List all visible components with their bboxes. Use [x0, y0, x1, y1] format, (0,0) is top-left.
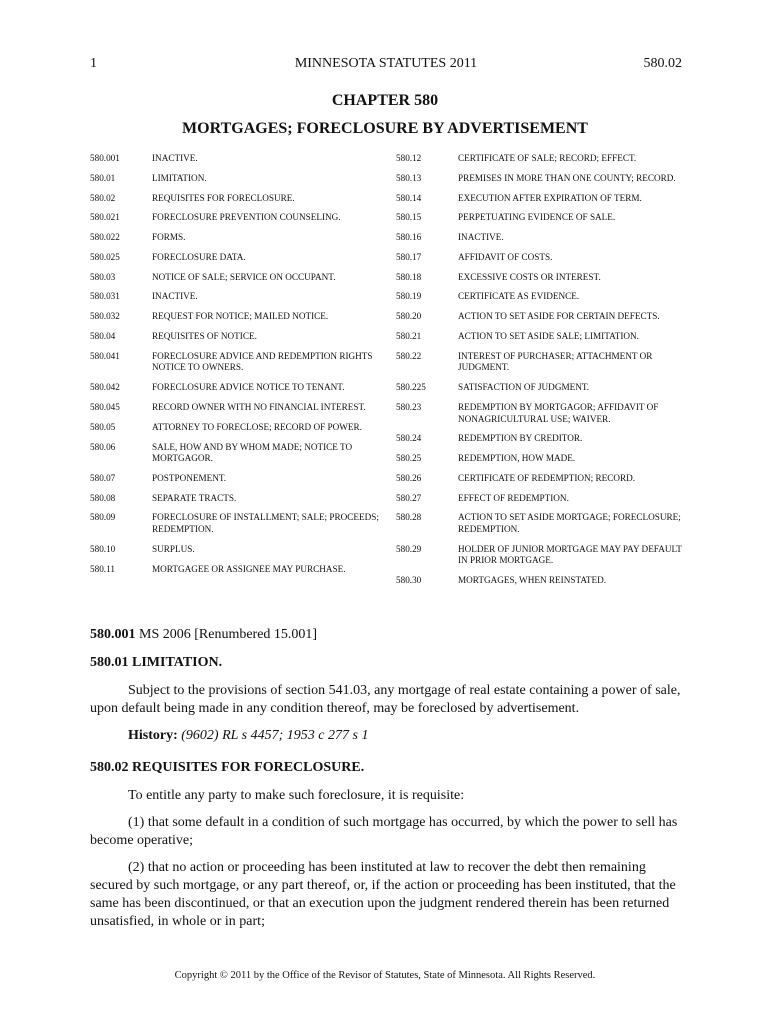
toc-entry — [396, 272, 686, 284]
toc-section-number: 580.17 — [396, 251, 422, 262]
history-label: History: — [128, 728, 178, 743]
toc-section-title: CERTIFICATE AS EVIDENCE. — [458, 291, 580, 302]
toc-section-title: FORECLOSURE PREVENTION COUNSELING. — [152, 212, 341, 223]
toc-section-title: LIMITATION. — [152, 172, 207, 183]
toc-entry — [90, 473, 382, 485]
toc-section-number: 580.022 — [90, 232, 120, 243]
toc-section-number: 580.06 — [90, 441, 116, 452]
toc-entry — [90, 493, 382, 505]
toc-section-title: FORECLOSURE OF INSTALLMENT; SALE; PROCEEDS; REDEMPTION. — [152, 512, 379, 535]
toc-section-title: ACTION TO SET ASIDE MORTGAGE; FORECLOSURE; REDEMPTION. — [458, 512, 681, 535]
toc-section-title: REDEMPTION, HOW MADE. — [458, 453, 576, 464]
toc-entry — [90, 402, 382, 414]
section-580-001 — [90, 626, 682, 644]
toc-section-number: 580.19 — [396, 291, 422, 302]
toc-entry — [396, 212, 686, 224]
toc-section-title: AFFIDAVIT OF COSTS. — [458, 251, 553, 262]
toc-entry — [396, 453, 686, 465]
toc-section-title: SATISFACTION OF JUDGMENT. — [458, 382, 590, 393]
toc-section-number: 580.05 — [90, 421, 116, 432]
toc-entry — [90, 422, 382, 434]
toc-entry — [90, 291, 382, 303]
toc-entry — [90, 232, 382, 244]
header-title: MINNESOTA STATUTES 2011 — [294, 56, 478, 71]
toc-section-title: SALE, HOW AND BY WHOM MADE; NOTICE TO MORTGAGOR. — [152, 441, 353, 464]
toc-section-title: NOTICE OF SALE; SERVICE ON OCCUPANT. — [152, 271, 336, 282]
toc-entry — [90, 212, 382, 224]
toc-section-title: INTEREST OF PURCHASER; ATTACHMENT OR JUDGMENT. — [458, 350, 653, 373]
section-580-01-heading: 580.01 LIMITATION. — [90, 655, 223, 670]
toc-entry — [396, 291, 686, 303]
toc-entry — [396, 232, 686, 244]
toc-section-title: REQUISITES OF NOTICE. — [152, 331, 257, 342]
toc-section-number: 580.031 — [90, 291, 120, 302]
toc-section-title: CERTIFICATE OF REDEMPTION; RECORD. — [458, 472, 636, 483]
toc-section-number: 580.04 — [90, 331, 116, 342]
statute-content — [90, 626, 682, 940]
toc-section-number: 580.13 — [396, 172, 422, 183]
toc-entry — [396, 173, 686, 185]
toc-section-title: EXECUTION AFTER EXPIRATION OF TERM. — [458, 192, 642, 203]
toc-entry — [90, 564, 382, 576]
toc-section-number: 580.24 — [396, 433, 422, 444]
toc-section-title: INACTIVE. — [458, 232, 504, 243]
toc-section-number: 580.001 — [90, 153, 120, 163]
toc-section-title: FORECLOSURE DATA. — [152, 251, 246, 262]
section-580-02-heading: 580.02 REQUISITES FOR FORECLOSURE. — [90, 760, 365, 775]
page-number: 1 — [90, 56, 97, 71]
toc-section-number: 580.08 — [90, 492, 116, 503]
toc-section-number: 580.25 — [396, 453, 422, 464]
toc-section-number: 580.28 — [396, 512, 422, 523]
toc-entry — [90, 272, 382, 284]
toc-section-title: INACTIVE. — [152, 291, 198, 302]
toc-section-number: 580.22 — [396, 350, 422, 361]
toc-entry — [396, 473, 686, 485]
toc-section-title: PREMISES IN MORE THAN ONE COUNTY; RECORD. — [458, 172, 676, 183]
toc-entry — [396, 311, 686, 323]
toc-section-number: 580.045 — [90, 401, 120, 412]
toc-entry — [90, 173, 382, 185]
toc-entry — [396, 331, 686, 343]
section-580-02-paragraph-2: (1) that some default in a condition of such mortgage has occurred, by which the power to sell has become operative; — [90, 815, 678, 848]
toc-section-title: FORECLOSURE ADVICE AND REDEMPTION RIGHTS NOTICE TO OWNERS. — [152, 350, 373, 373]
toc-entry — [90, 252, 382, 264]
toc-section-number: 580.025 — [90, 251, 120, 262]
toc-section-number: 580.26 — [396, 472, 422, 483]
toc-section-number: 580.042 — [90, 382, 120, 393]
toc-section-number: 580.21 — [396, 331, 422, 342]
toc-section-title: MORTGAGEE OR ASSIGNEE MAY PURCHASE. — [152, 563, 346, 574]
toc-section-title: HOLDER OF JUNIOR MORTGAGE MAY PAY DEFAULT IN PRIOR MORTGAGE. — [458, 543, 682, 566]
toc-entry — [90, 512, 382, 535]
section-580-01-paragraph: Subject to the provisions of section 541.03, any mortgage of real estate containing a power of sale, upon default being made in any condition thereof, may be foreclosed by advertisement. — [90, 683, 681, 716]
running-header — [90, 56, 682, 76]
toc-section-number: 580.20 — [396, 311, 422, 322]
toc-section-title: REDEMPTION BY MORTGAGOR; AFFIDAVIT OF NONAGRICULTURAL USE; WAIVER. — [458, 401, 659, 424]
section-580-01-history — [90, 727, 682, 745]
toc-entry — [90, 382, 382, 394]
toc-entry — [90, 544, 382, 556]
toc-section-number: 580.03 — [90, 271, 116, 282]
toc-entry — [396, 252, 686, 264]
history-citation: (9602) RL s 4457; 1953 c 277 s 1 — [177, 728, 369, 743]
toc-section-number: 580.29 — [396, 543, 422, 554]
toc-entry — [90, 311, 382, 323]
toc-section-title: EXCESSIVE COSTS OR INTEREST. — [458, 271, 601, 282]
toc-section-number: 580.30 — [396, 575, 422, 586]
toc-section-number: 580.032 — [90, 311, 120, 322]
toc-section-number: 580.14 — [396, 192, 422, 203]
toc-section-number: 580.15 — [396, 212, 422, 223]
toc-entry — [90, 331, 382, 343]
toc-section-title: INACTIVE. — [152, 153, 198, 163]
toc-section-number: 580.18 — [396, 271, 422, 282]
toc-entry — [90, 351, 382, 374]
toc-section-title: REQUEST FOR NOTICE; MAILED NOTICE. — [152, 311, 329, 322]
toc-entry — [396, 402, 686, 425]
chapter-title: CHAPTER 580 — [331, 92, 439, 109]
toc-entry — [396, 493, 686, 505]
toc-section-title: MORTGAGES, WHEN REINSTATED. — [458, 575, 607, 586]
toc-entry — [396, 153, 686, 165]
toc-section-number: 580.07 — [90, 472, 116, 483]
toc-section-title: FORMS. — [152, 232, 186, 243]
toc-section-title: ACTION TO SET ASIDE FOR CERTAIN DEFECTS. — [458, 311, 660, 322]
section-580-02-paragraph-1: To entitle any party to make such foreclosure, it is requisite: — [128, 788, 465, 803]
toc-section-number: 580.11 — [90, 563, 115, 574]
toc-section-number: 580.02 — [90, 192, 116, 203]
toc-section-number: 580.09 — [90, 512, 116, 523]
copyright-footer: Copyright © 2011 by the Office of the Revisor of Statutes, State of Minnesota. All Rights Reserved. — [174, 970, 596, 981]
toc-section-title: FORECLOSURE ADVICE NOTICE TO TENANT. — [152, 382, 345, 393]
toc-section-number: 580.27 — [396, 492, 422, 503]
toc-section-title: PERPETUATING EVIDENCE OF SALE. — [458, 212, 616, 223]
toc-section-title: CERTIFICATE OF SALE; RECORD; EFFECT. — [458, 153, 637, 163]
section-number: 580.001 — [90, 627, 136, 642]
chapter-subtitle: MORTGAGES; FORECLOSURE BY ADVERTISEMENT — [182, 120, 588, 137]
toc-entry — [396, 193, 686, 205]
toc-section-number: 580.225 — [396, 382, 426, 393]
toc-section-title: EFFECT OF REDEMPTION. — [458, 492, 569, 503]
toc-entry — [396, 382, 686, 394]
toc-entry — [90, 153, 382, 165]
toc-entry — [396, 351, 686, 374]
toc-section-number: 580.01 — [90, 172, 116, 183]
toc-right-column — [396, 153, 686, 595]
toc-entry — [90, 193, 382, 205]
toc-entry — [396, 575, 686, 587]
toc-entry — [90, 442, 382, 465]
toc-section-title: ATTORNEY TO FORECLOSE; RECORD OF POWER. — [152, 421, 362, 432]
toc-left-column — [90, 153, 382, 583]
toc-section-title: SURPLUS. — [152, 543, 195, 554]
toc-section-number: 580.12 — [396, 153, 422, 163]
toc-section-title: SEPARATE TRACTS. — [152, 492, 237, 503]
toc-entry — [396, 512, 686, 535]
toc-section-title: REDEMPTION BY CREDITOR. — [458, 433, 583, 444]
section-580-02-paragraph-3: (2) that no action or proceeding has been instituted at law to recover the debt then remaining secured by such mortgage, or any part thereof, or, if the action or proceeding has been instituted, that the same has been discontinued, or that an execution upon the judgment rendered therein has been returned unsatisfied, in whole or in part; — [90, 860, 676, 929]
toc-entry — [396, 433, 686, 445]
toc-section-title: POSTPONEMENT. — [152, 472, 227, 483]
section-note: MS 2006 [Renumbered 15.001] — [135, 627, 318, 642]
toc-section-number: 580.10 — [90, 543, 116, 554]
header-section: 580.02 — [643, 56, 682, 71]
toc-section-number: 580.041 — [90, 350, 120, 361]
toc-section-title: RECORD OWNER WITH NO FINANCIAL INTEREST. — [152, 401, 366, 412]
toc-section-number: 580.021 — [90, 212, 120, 223]
toc-section-number: 580.16 — [396, 232, 422, 243]
toc-section-title: ACTION TO SET ASIDE SALE; LIMITATION. — [458, 331, 639, 342]
toc-entry — [396, 544, 686, 567]
toc-section-title: REQUISITES FOR FORECLOSURE. — [152, 192, 295, 203]
toc-section-number: 580.23 — [396, 401, 422, 412]
